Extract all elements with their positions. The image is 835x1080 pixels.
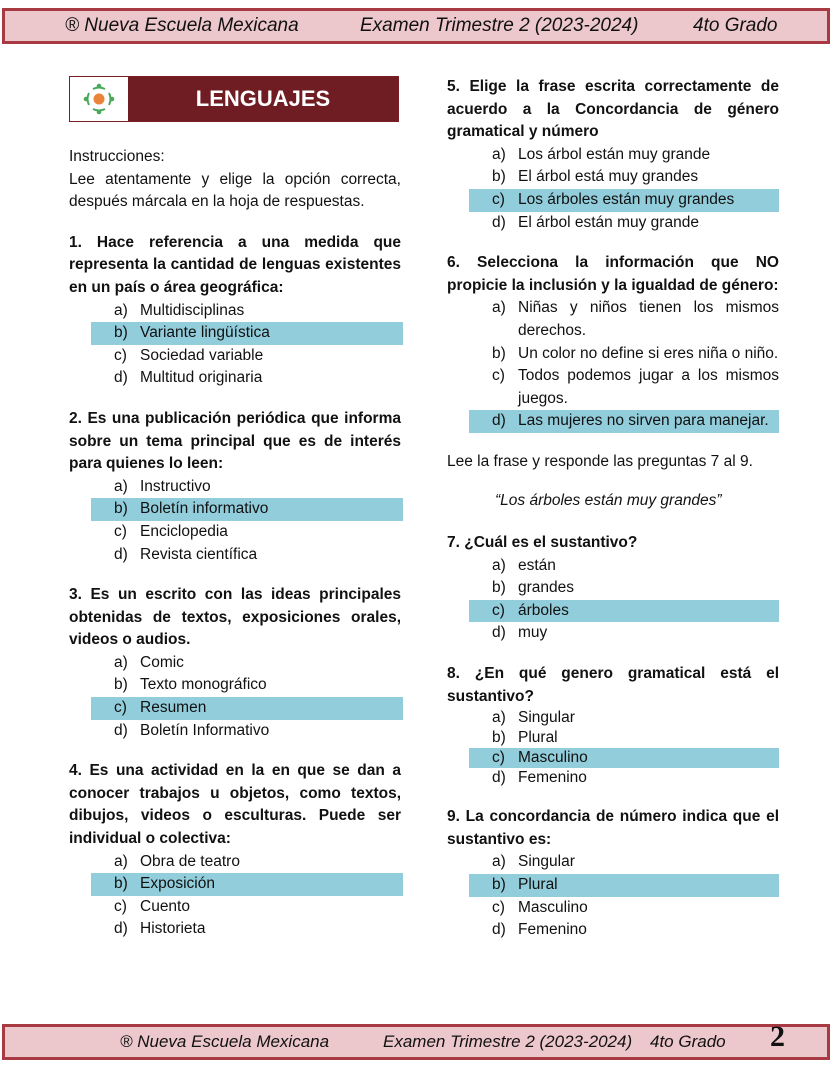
question-4 [69, 760, 401, 941]
section-title: LENGUAJES [128, 77, 398, 121]
option-text: Masculino [518, 898, 588, 916]
question-8 [447, 663, 779, 788]
header-grade: 4to Grado [693, 15, 778, 36]
question-5 [447, 76, 779, 234]
footer-exam: Examen Trimestre 2 (2023-2024) [383, 1032, 633, 1051]
option-b-selected[interactable] [91, 873, 403, 896]
option-letter: d) [114, 369, 128, 387]
option-text: Exposición [140, 875, 215, 893]
option-text: El árbol está muy grandes [518, 168, 699, 186]
option-letter: b) [492, 168, 506, 186]
option-a[interactable] [469, 851, 779, 874]
option-text: Multidisciplinas [140, 301, 245, 319]
option-a[interactable] [91, 851, 403, 874]
option-c-selected[interactable] [469, 748, 779, 768]
option-text: Los árbol están muy grande [518, 145, 711, 163]
header-bar [2, 8, 830, 44]
option-d[interactable] [469, 212, 779, 235]
section-banner [69, 76, 399, 122]
option-text: El árbol están muy grande [518, 213, 699, 231]
option-c[interactable] [91, 521, 403, 544]
question-text: 3. Es un escrito con las ideas principales obtenidas de textos, exposiciones orales, videos o audios. [69, 586, 401, 649]
question-text: 5. Elige la frase escrita correctamente de acuerdo a la Concordancia de género gramatical y número [447, 78, 779, 141]
question-7 [447, 532, 779, 645]
option-letter: c) [492, 898, 505, 916]
footer-brand: ® Nueva Escuela Mexicana [120, 1032, 330, 1051]
option-a[interactable] [91, 476, 403, 499]
option-text: Comic [140, 653, 184, 671]
option-b[interactable] [91, 674, 403, 697]
option-text: Resumen [140, 699, 207, 717]
option-a[interactable] [469, 144, 779, 167]
option-b-selected[interactable] [91, 498, 403, 521]
option-letter: a) [114, 301, 128, 319]
option-letter: a) [492, 709, 506, 727]
option-letter: b) [114, 324, 128, 342]
option-letter: b) [492, 579, 506, 597]
option-d[interactable] [469, 768, 779, 788]
option-text: Masculino [518, 749, 588, 767]
option-letter: d) [492, 769, 506, 787]
option-text: Las mujeres no sirven para manejar. [518, 412, 769, 430]
option-letter: a) [114, 653, 128, 671]
footer-grade: 4to Grado [650, 1032, 726, 1051]
right-column [447, 76, 779, 960]
instructions-text: Lee atentamente y elige la opción correcta, después márcala en la hoja de respuestas. [69, 170, 401, 211]
option-text: Obra de teatro [140, 852, 240, 870]
option-letter: b) [492, 729, 506, 747]
option-d[interactable] [91, 367, 403, 390]
option-text: Niñas y niños tienen los mismos derechos. [518, 299, 779, 339]
option-c-selected[interactable] [469, 189, 779, 212]
option-c[interactable] [91, 345, 403, 368]
option-b[interactable] [469, 728, 779, 748]
question-text: 4. Es una actividad en la en que se dan a conocer trabajos u objetos, como textos, dibujos, videos o esculturas. Puede ser individual o colectiva: [69, 762, 401, 848]
option-letter: b) [114, 875, 128, 893]
instructions [69, 146, 401, 214]
option-letter: d) [114, 545, 128, 563]
option-letter: b) [114, 500, 128, 518]
option-d[interactable] [91, 544, 403, 567]
left-column [69, 76, 401, 959]
option-text: Boletín Informativo [140, 721, 270, 739]
option-letter: d) [114, 721, 128, 739]
option-text: Sociedad variable [140, 346, 264, 364]
option-text: Todos podemos jugar a los mismos juegos. [518, 367, 779, 407]
reading-quote: “Los árboles están muy grandes” [495, 491, 722, 509]
option-letter: a) [492, 556, 506, 574]
option-letter: c) [492, 749, 505, 767]
option-text: Singular [518, 853, 575, 871]
option-letter: d) [492, 213, 506, 231]
header-exam: Examen Trimestre 2 (2023-2024) [360, 15, 639, 36]
option-a[interactable] [469, 555, 779, 578]
option-text: Cuento [140, 897, 190, 915]
option-d[interactable] [91, 720, 403, 743]
option-d[interactable] [469, 919, 779, 942]
question-text: 8. ¿En qué genero gramatical está el sustantivo? [447, 665, 779, 705]
option-text: Boletín informativo [140, 500, 269, 518]
option-letter: c) [114, 897, 127, 915]
option-d[interactable] [469, 622, 779, 645]
option-c[interactable] [469, 365, 779, 410]
option-text: Plural [518, 729, 558, 747]
option-text: están [518, 556, 556, 574]
option-text: Los árboles están muy grandes [518, 190, 735, 208]
option-letter: a) [492, 299, 506, 317]
question-3 [69, 584, 401, 742]
reading-prompt: Lee la frase y responde las preguntas 7 al 9. [447, 452, 753, 470]
option-letter: b) [114, 676, 128, 694]
option-a[interactable] [469, 297, 779, 342]
option-a[interactable] [469, 708, 779, 728]
option-a[interactable] [91, 652, 403, 675]
option-b[interactable] [469, 343, 779, 366]
option-letter: c) [114, 699, 127, 717]
option-text: Enciclopedia [140, 522, 228, 540]
footer-bar [2, 1024, 830, 1060]
option-letter: c) [492, 367, 505, 385]
header-brand: ® Nueva Escuela Mexicana [65, 15, 299, 36]
option-a[interactable] [91, 300, 403, 323]
option-b[interactable] [469, 577, 779, 600]
question-text: 1. Hace referencia a una medida que representa la cantidad de lenguas existentes en un país o área geográfica: [69, 233, 401, 296]
question-1 [69, 232, 401, 390]
option-text: muy [518, 624, 548, 642]
option-text: Femenino [518, 921, 587, 939]
option-text: Revista científica [140, 545, 258, 563]
question-6 [447, 252, 779, 433]
option-letter: b) [492, 876, 506, 894]
question-text: 9. La concordancia de número indica que el sustantivo es: [447, 808, 779, 848]
option-d[interactable] [91, 918, 403, 941]
option-text: Un color no define si eres niña o niño. [518, 344, 779, 362]
option-letter: a) [114, 852, 128, 870]
question-2 [69, 408, 401, 566]
option-letter: c) [492, 190, 505, 208]
option-letter: c) [114, 346, 127, 364]
option-text: Variante lingüística [140, 324, 270, 342]
option-letter: d) [492, 624, 506, 642]
option-text: grandes [518, 579, 575, 597]
option-c-selected[interactable] [91, 697, 403, 720]
option-text: Multitud originaria [140, 369, 263, 387]
option-letter: c) [114, 522, 127, 540]
option-text: Plural [518, 876, 558, 894]
option-b-selected[interactable] [469, 874, 779, 897]
option-letter: a) [492, 853, 506, 871]
option-letter: c) [492, 601, 505, 619]
community-circle-icon [70, 77, 128, 121]
instructions-label: Instrucciones: [69, 148, 165, 165]
option-text: Instructivo [140, 477, 211, 495]
option-text: árboles [518, 601, 569, 619]
option-d-selected[interactable] [469, 410, 779, 433]
option-letter: d) [492, 921, 506, 939]
option-letter: a) [492, 145, 506, 163]
option-letter: a) [114, 477, 128, 495]
option-b-selected[interactable] [91, 322, 403, 345]
option-c[interactable] [91, 896, 403, 919]
option-letter: d) [492, 412, 506, 430]
option-text: Femenino [518, 769, 587, 787]
option-c[interactable] [469, 897, 779, 920]
question-9 [447, 806, 779, 942]
option-letter: b) [492, 344, 506, 362]
option-b[interactable] [469, 166, 779, 189]
option-text: Singular [518, 709, 575, 727]
page-number: 2 [770, 1020, 785, 1053]
question-text: 6. Selecciona la información que NO propicie la inclusión y la igualdad de género: [447, 254, 779, 294]
option-c-selected[interactable] [469, 600, 779, 623]
question-text: 7. ¿Cuál es el sustantivo? [447, 534, 638, 552]
option-letter: d) [114, 920, 128, 938]
option-text: Texto monográfico [140, 676, 267, 694]
question-text: 2. Es una publicación periódica que informa sobre un tema principal que es de interés para quienes lo leen: [69, 409, 401, 473]
option-text: Historieta [140, 920, 206, 938]
